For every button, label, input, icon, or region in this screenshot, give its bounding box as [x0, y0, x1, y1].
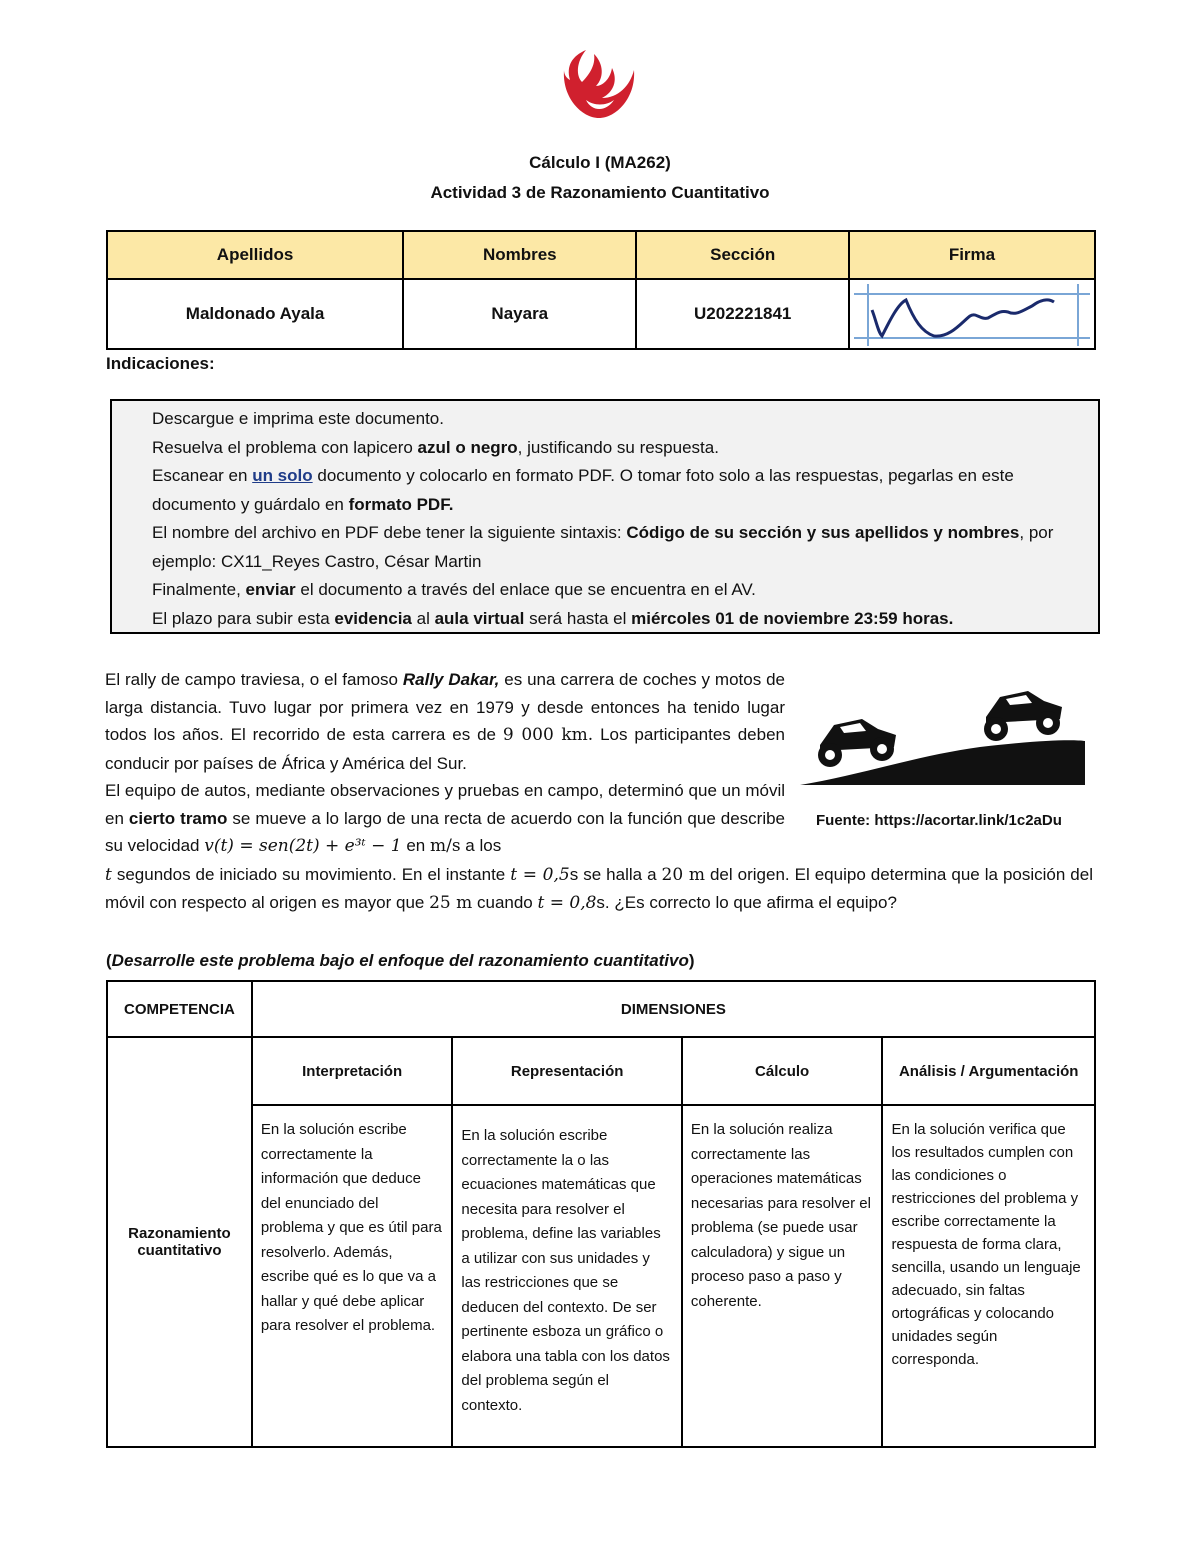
header-seccion: Sección: [636, 231, 849, 279]
problem-text: Los participantes deben conducir por países de África y América del Sur.: [105, 725, 785, 773]
instruction-bold: evidencia: [334, 608, 412, 628]
instruction-item: [152, 605, 1090, 634]
note-paren: (: [106, 951, 112, 970]
competencia-header: COMPETENCIA: [107, 981, 252, 1037]
nombres-value: Nayara: [403, 279, 636, 349]
instruction-bold: aula virtual: [434, 608, 525, 628]
desc-analisis: En la solución verifica que los resultados cumplen con las condiciones o restricciones del problema y escribe correctamente la respuesta de forma clara, sencilla, usando un lenguaje adecuado, sin faltas ortográficas y colocando unidades según corresponda.: [882, 1105, 1095, 1447]
course-title: Cálculo I (MA262): [529, 153, 671, 172]
desc-representacion: En la solución escribe correctamente la o las ecuaciones matemáticas que necesita para resolver el problema, define las variables a utilizar con sus unidades y las restricciones que se deducen del contexto. De ser pertinente esboza un gráfico o elabora una tabla con los datos del problema según el contexto.: [452, 1105, 681, 1447]
position-value: 20 m: [661, 864, 705, 885]
instruction-bold: formato PDF.: [348, 494, 454, 514]
header-apellidos: Apellidos: [107, 231, 403, 279]
time-variable: t: [105, 864, 112, 885]
dimension-analisis: Análisis / Argumentación: [882, 1037, 1095, 1105]
header-nombres: Nombres: [403, 231, 636, 279]
dimensiones-header: DIMENSIONES: [252, 981, 1095, 1037]
desc-calculo: En la solución realiza correctamente las operaciones matemáticas necesarias para resolver el problema (se puede usar calculadora) y sigue un proceso paso a paso y coherente.: [682, 1105, 883, 1447]
rally-cars-illustration: [800, 685, 1090, 793]
instruction-item: [152, 576, 1090, 605]
problem-text: s se halla a: [569, 864, 662, 884]
header-firma: Firma: [849, 231, 1095, 279]
instruction-text: Descargue e imprima este documento.: [152, 409, 444, 428]
instruction-item: [152, 462, 1090, 519]
problem-text: es una carrera de coches y motos de larga distancia. Tuvo lugar por primera vez en 1979 y desde entonces ha tenido lugar todos los años. El recorrido de esta carrera es de: [105, 670, 785, 744]
un-solo-link[interactable]: un solo: [252, 466, 313, 485]
student-info-table: [106, 230, 1096, 350]
problem-text: El equipo de autos, mediante observaciones y pruebas en campo, determinó que un móvil en: [105, 781, 785, 828]
approach-note: [106, 951, 695, 971]
dimension-representacion: Representación: [452, 1037, 681, 1105]
instruction-text: El plazo para subir esta: [152, 608, 335, 628]
problem-text: cuando: [472, 893, 538, 912]
instruction-text: , por ejemplo: CX11_Reyes Castro, César Martin: [152, 523, 1054, 571]
instruction-item: [152, 405, 1090, 434]
instruction-item: [152, 519, 1090, 576]
instruction-bold: miércoles 01 de noviembre 23:59 horas.: [631, 608, 954, 628]
instruction-text: Resuelva el problema con lapicero: [152, 437, 418, 457]
distance-value: 9 000 km.: [502, 725, 594, 745]
rubric-table: [106, 980, 1096, 1448]
apellidos-value: Maldonado Ayala: [107, 279, 403, 349]
problem-text: a los: [460, 836, 502, 855]
instruction-text: Finalmente,: [152, 580, 246, 599]
instruction-text: al: [411, 608, 435, 628]
instruction-text: , justificando su respuesta.: [517, 437, 719, 457]
signature-cell: [849, 279, 1095, 349]
image-source: Fuente: https://acortar.link/1c2aDu: [816, 812, 1062, 829]
problem-text: El rally de campo traviesa, o el famoso: [105, 670, 403, 689]
instant-value: t = 0,5: [510, 864, 570, 885]
instant-value-2: t = 0,8: [537, 893, 597, 913]
note-paren: ): [688, 951, 695, 970]
instruction-text: documento y colocarlo en formato PDF. O tomar foto solo a las respuestas, pegarlas en este documento y guárdalo en: [152, 466, 1014, 514]
activity-title: Actividad 3 de Razonamiento Cuantitativo: [430, 183, 770, 202]
problem-text: se mueve a lo largo de una recta de acuerdo con la función que describe su velocidad: [105, 808, 786, 855]
velocity-formula: v(t) = sen(2t) + e³ᵗ − 1: [204, 836, 402, 856]
velocity-units: m/s: [429, 836, 461, 856]
problem-text: s. ¿Es correcto lo que afirma el equipo?: [596, 893, 897, 912]
instruction-text: el documento a través del enlace que se encuentra en el AV.: [295, 580, 756, 599]
instruction-bold: enviar: [245, 580, 296, 599]
instruction-bold: azul o negro: [417, 437, 518, 457]
problem-text: segundos de iniciado su movimiento. En el instante: [111, 864, 511, 884]
indicaciones-label: Indicaciones:: [106, 354, 215, 373]
seccion-value: U202221841: [636, 279, 849, 349]
instruction-text: Escanear en: [152, 466, 253, 485]
problem-paragraph-1: [105, 666, 785, 777]
problem-paragraph-2: [105, 777, 785, 861]
desc-interpretacion: En la solución escribe correctamente la información que deduce del enunciado del problema y que es útil para resolverlo. Además, escribe qué es lo que va a hallar y qué debe aplicar para resolver el problema.: [252, 1105, 453, 1447]
title-block: [0, 148, 1200, 208]
rally-dakar-name: Rally Dakar,: [402, 670, 500, 689]
university-logo-icon: [556, 40, 642, 120]
problem-paragraph-3: [105, 861, 1093, 918]
problem-bold: cierto tramo: [128, 808, 228, 828]
dimension-interpretacion: Interpretación: [252, 1037, 453, 1105]
problem-text: en: [401, 836, 430, 855]
instruction-bold: Código de su sección y sus apellidos y nombres: [626, 523, 1020, 542]
position-threshold: 25 m: [429, 893, 473, 913]
instruction-item: [152, 434, 1090, 463]
instruction-text: será hasta el: [524, 608, 632, 628]
indicaciones-box: [110, 399, 1100, 634]
instruction-text: El nombre del archivo en PDF debe tener la siguiente sintaxis:: [152, 523, 627, 542]
signature-image: [850, 280, 1094, 348]
competencia-value: Razonamiento cuantitativo: [107, 1037, 252, 1447]
problem-text: del origen. El equipo determina que la posición del móvil con respecto al origen es mayor que: [105, 864, 1093, 912]
dimension-calculo: Cálculo: [682, 1037, 883, 1105]
note-text: Desarrolle este problema bajo el enfoque del razonamiento cuantitativo: [111, 951, 689, 970]
